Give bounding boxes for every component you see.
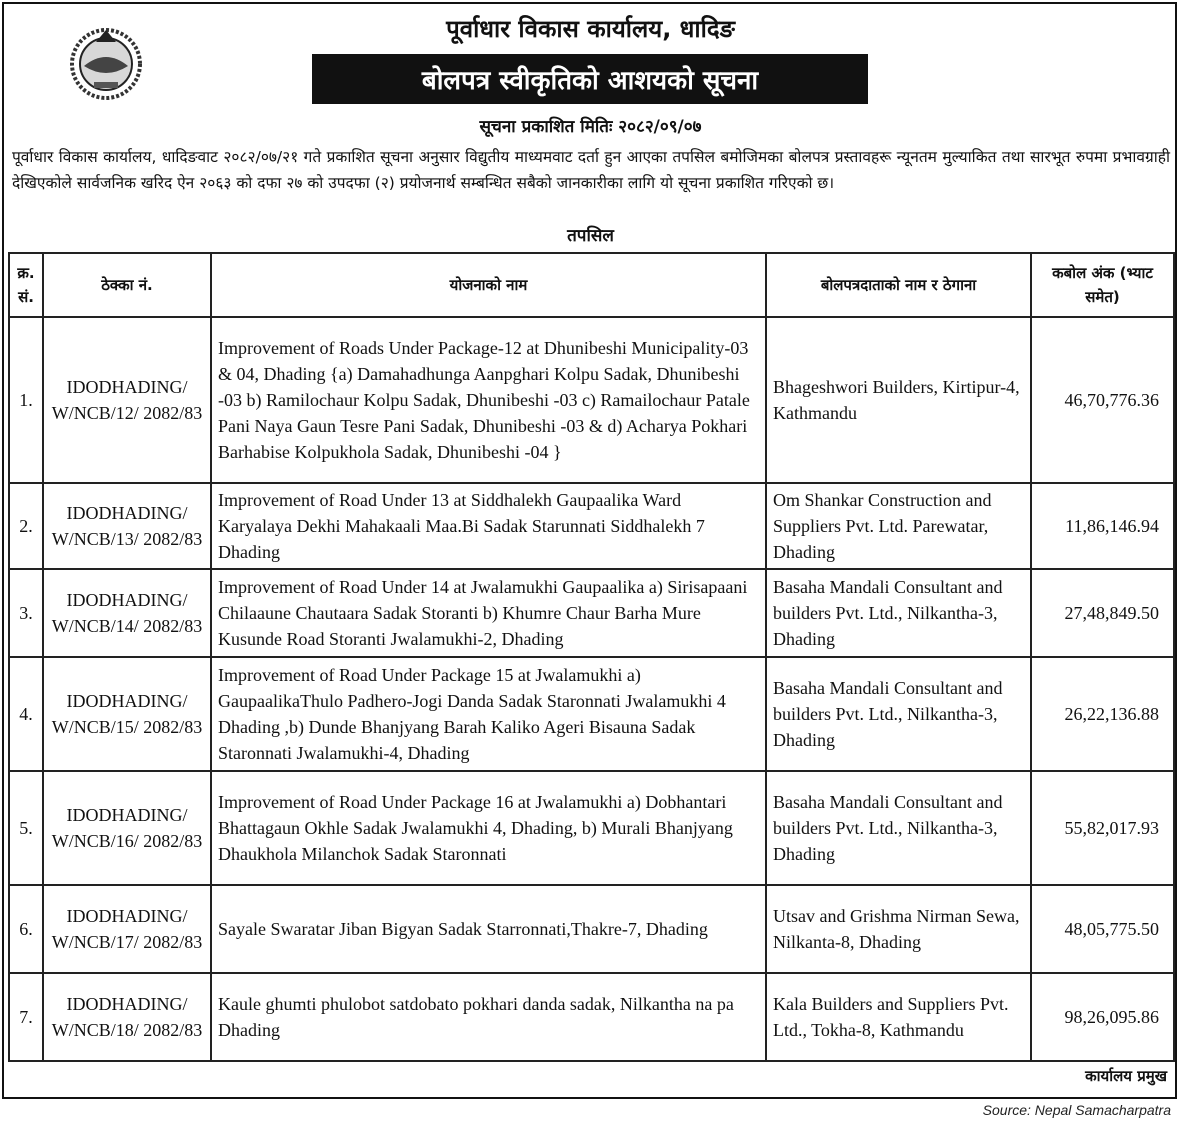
row-project-name: Improvement of Roads Under Package-12 at Dhunibeshi Municipality-03 & 04, Dhading {a) Damahadhunga Aanpghari Kolpu Sadak, Dhunibeshi -03 b) Ramilochaur Kolpu Sadak, Dhunibeshi -03 c) Ramailochaur Patale Pani Naya Gaun Tesre Pani Sadak, Dhunibeshi -03 & d) Acharya Pokhari Barhabise Kolpukhola Sadak, Dhunibeshi -04 }	[211, 317, 766, 483]
row-bidder: Basaha Mandali Consultant and builders Pvt. Ltd., Nilkantha-3, Dhading	[766, 657, 1031, 771]
header-contract-no: ठेक्का नं.	[43, 253, 211, 317]
source-credit: Source: Nepal Samacharpatra	[982, 1102, 1171, 1118]
row-project-name: Improvement of Road Under Package 16 at Jwalamukhi a) Dobhantari Bhattagaun Okhle Sadak Jwalamukhi 4, Dhading, b) Murali Bhanjyang Dhaukhola Milanchok Sadak Staronnati	[211, 771, 766, 885]
row-contract-no: IDODHADING/ W/NCB/12/ 2082/83	[43, 317, 211, 483]
row-contract-no: IDODHADING/ W/NCB/14/ 2082/83	[43, 569, 211, 657]
published-date: सूचना प्रकाशित मितिः २०८२/०९/०७	[479, 117, 702, 137]
row-bidder: Kala Builders and Suppliers Pvt. Ltd., Tokha-8, Kathmandu	[766, 973, 1031, 1061]
row-sn: 2.	[9, 483, 43, 569]
header-project-name: योजनाको नाम	[211, 253, 766, 317]
row-bid-amount: 11,86,146.94	[1031, 483, 1174, 569]
row-sn: 1.	[9, 317, 43, 483]
row-sn: 3.	[9, 569, 43, 657]
table-row	[9, 885, 1174, 973]
row-bid-amount: 46,70,776.36	[1031, 317, 1174, 483]
table-row	[9, 483, 1174, 569]
row-sn: 4.	[9, 657, 43, 771]
row-contract-no: IDODHADING/ W/NCB/15/ 2082/83	[43, 657, 211, 771]
row-bid-amount: 98,26,095.86	[1031, 973, 1174, 1061]
row-project-name: Kaule ghumti phulobot satdobato pokhari danda sadak, Nilkantha na pa Dhading	[211, 973, 766, 1061]
row-bidder: Utsav and Grishma Nirman Sewa, Nilkanta-8, Dhading	[766, 885, 1031, 973]
row-bid-amount: 26,22,136.88	[1031, 657, 1174, 771]
header-bid-amount: कबोल अंक (भ्याट समेत)	[1031, 253, 1174, 317]
intro-paragraph: पूर्वाधार विकास कार्यालय, धादिङवाट २०८२/०७/२१ गते प्रकाशित सूचना अनुसार विद्युतीय माध्यमवाट दर्ता हुन आएका तपसिल बमोजिमका बोलपत्र प्रस्तावहरू न्यूनतम मुल्याकित तथा सारभूत रुपमा प्रभावग्राही देखिएकोले सार्वजनिक खरिद ऐन २०६३ को दफा २७ को उपदफा (२) प्रयोजनार्थ सम्बन्धित सबैको जानकारीका लागि यो सूचना प्रकाशित गरिएको छ।	[12, 148, 1170, 192]
row-bidder: Basaha Mandali Consultant and builders Pvt. Ltd., Nilkantha-3, Dhading	[766, 569, 1031, 657]
row-bidder: Bhageshwori Builders, Kirtipur-4, Kathmandu	[766, 317, 1031, 483]
table-header-row	[9, 253, 1174, 317]
row-contract-no: IDODHADING/ W/NCB/17/ 2082/83	[43, 885, 211, 973]
schedule-heading: तपसिल	[567, 226, 614, 246]
row-project-name: Improvement of Road Under Package 15 at Jwalamukhi a) GaupaalikaThulo Padhero-Jogi Danda Sadak Staronnati Jwalamukhi 4 Dhading ,b) Dunde Bhanjyang Barah Kaliko Ageri Bisauna Sadak Staronnati Jwalamukhi-4, Dhading	[211, 657, 766, 771]
table-row	[9, 569, 1174, 657]
notice-title-banner: बोलपत्र स्वीकृतिको आशयको सूचना	[312, 54, 868, 104]
row-bid-amount: 48,05,775.50	[1031, 885, 1174, 973]
row-contract-no: IDODHADING/ W/NCB/18/ 2082/83	[43, 973, 211, 1061]
office-chief-signature: कार्यालय प्रमुख	[1085, 1067, 1167, 1085]
row-sn: 7.	[9, 973, 43, 1061]
row-bid-amount: 55,82,017.93	[1031, 771, 1174, 885]
row-project-name: Improvement of Road Under 13 at Siddhalekh Gaupaalika Ward Karyalaya Dekhi Mahakaali Maa.Bi Sadak Starunnati Siddhalekh 7 Dhading	[211, 483, 766, 569]
row-contract-no: IDODHADING/ W/NCB/16/ 2082/83	[43, 771, 211, 885]
row-bidder: Om Shankar Construction and Suppliers Pvt. Ltd. Parewatar, Dhading	[766, 483, 1031, 569]
row-bidder: Basaha Mandali Consultant and builders Pvt. Ltd., Nilkantha-3, Dhading	[766, 771, 1031, 885]
table-row	[9, 317, 1174, 483]
row-project-name: Sayale Swaratar Jiban Bigyan Sadak Starronnati,Thakre-7, Dhading	[211, 885, 766, 973]
header-sn: क्र. सं.	[9, 253, 43, 317]
row-sn: 6.	[9, 885, 43, 973]
header-bidder: बोलपत्रदाताको नाम र ठेगाना	[766, 253, 1031, 317]
row-sn: 5.	[9, 771, 43, 885]
row-contract-no: IDODHADING/ W/NCB/13/ 2082/83	[43, 483, 211, 569]
table-row	[9, 771, 1174, 885]
row-project-name: Improvement of Road Under 14 at Jwalamukhi Gaupaalika a) Sirisapaani Chilaaune Chautaara Sadak Storanti b) Khumre Chaur Barha Mure Kusunde Road Storanti Jwalamukhi-2, Dhading	[211, 569, 766, 657]
table-row	[9, 973, 1174, 1061]
row-bid-amount: 27,48,849.50	[1031, 569, 1174, 657]
tender-table	[8, 252, 1175, 1062]
table-row	[9, 657, 1174, 771]
office-title: पूर्वाधार विकास कार्यालय, धादिङ	[446, 15, 735, 43]
